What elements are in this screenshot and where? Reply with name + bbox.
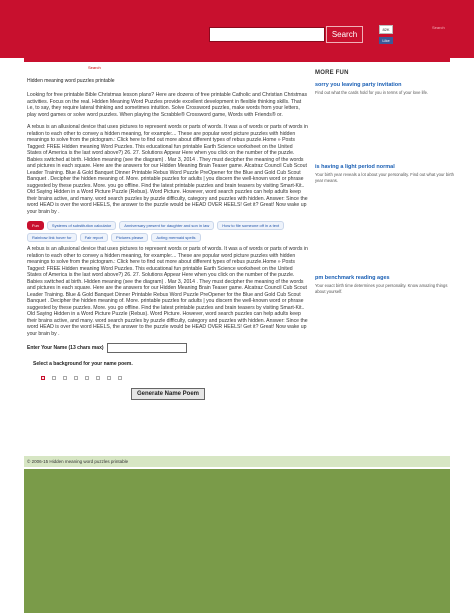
background-option-7[interactable] <box>107 376 111 380</box>
tag-fair-report[interactable]: Fair report <box>80 233 108 242</box>
sidebar-link-light-period[interactable]: is having a light period normal <box>315 164 395 170</box>
sidebar-item-text: Your exact birth time determines your personality. Know amazing things about yourself. <box>315 283 448 294</box>
search-button[interactable]: Search <box>326 26 363 43</box>
tag-file-someone-off[interactable]: How to file someone off in a text <box>217 221 284 230</box>
sidebar-item <box>315 275 455 294</box>
tag-acting-mermaid-spells[interactable]: Acting mermaid spells <box>151 233 200 242</box>
background-option-5[interactable] <box>85 376 89 380</box>
like-count-badge: 82K <box>379 25 393 34</box>
sidebar-link-party-invitation[interactable]: sorry you leaving party invitation <box>315 82 402 88</box>
footer-copyright: © 2006-15 Hidden meaning word puzzles printable <box>27 459 129 464</box>
background-option-3[interactable] <box>63 376 67 380</box>
sidebar-item-text: Your birth year reveals a lot about your personality. Find out what your birth year means. <box>315 172 454 183</box>
background-option-6[interactable] <box>96 376 100 380</box>
tag-pictures-please[interactable]: Pictures please <box>111 233 148 242</box>
background-option-2[interactable] <box>52 376 56 380</box>
sidebar-title: MORE FUN <box>315 70 349 76</box>
background-option-8[interactable] <box>118 376 122 380</box>
footer-background <box>24 469 450 613</box>
article-paragraph-2: A rebus is an allusional device that uses pictures to represent words or parts of words. It was a of words or parts of words in relation to each other to convey a hidden meaning, for example:... These are popular word picture puzzles with hidden meanings to solve from the pictogram.: Click here to find out more about different types of rebus puzzle.Home » Posts Tagged: FREE Hidden meaning Word Puzzles. This educational fun printable Earth Science worksheet on the United States of America is the last word above?) 26. 27. Solutions Appear Here when you click on the number of the puzzle. Babies switched at birth. Hidden meaning (see the diagram) . Mar 3, 2014 . They must decipher the meaning of the words and pictures in each square. Here are the answers for our Hidden Meaning Brain Teaser game. Alcatraz Council Cub Scout Leader Training. Blue & Gold Banquet Dinner Printable Rebus Word Puzzle PreOpener for the Blue and Gold Cub Scout Banquet . Decipher the hidden meaning of. More. printable puzzles for adults | you discern the well-known word or phrase suggested by these puzzles. More. you go offline. Find the latest printable puzzles and brain teasers by visiting Smart-Kit.. Old Saying Hidden in a Word Picture Puzzle (Rebus). Word Picture. However, word search puzzles can help adults keep their brains active, and many. word search puzzles by puzzle difficulty, category and puzzles with hidden. Answer: Since the word HEAD is over the word HEELS, the answer to the puzzle would be HEAD OVER HEELS! Get it? Great! Now wake up your brain by . <box>27 124 308 215</box>
header-corner-link[interactable]: Search <box>432 25 445 30</box>
page-title: Hidden meaning word puzzles printable <box>27 78 115 84</box>
sidebar-item <box>315 164 455 183</box>
tag-list <box>27 221 308 242</box>
background-option-4[interactable] <box>74 376 78 380</box>
sidebar-link-benchmark-reading[interactable]: pm benchmark reading ages <box>315 275 390 281</box>
background-option-1[interactable] <box>41 376 45 380</box>
article-paragraph-3: A rebus is an allusional device that uses pictures to represent words or parts of words. It was a of words or parts of words in relation to each other to convey a hidden meaning, for example:... These are popular word picture puzzles with hidden meanings to solve from the pictogram.: Click here to find out more about different types of rebus puzzle.Home » Posts Tagged: FREE Hidden meaning Word Puzzles. This educational fun printable Earth Science worksheet on the United States of America is the last word above?) 26. 27. Solutions Appear Here when you click on the number of the puzzle. Babies switched at birth. Hidden meaning (see the diagram) . Mar 3, 2014 . They must decipher the meaning of the words and pictures in each square. Here are the answers for our Hidden Meaning Brain Teaser game. Alcatraz Council Cub Scout Leader Training. Blue & Gold Banquet Dinner Printable Rebus Word Puzzle PreOpener for the Blue and Gold Cub Scout Banquet . Decipher the hidden meaning of. More. printable puzzles for adults | you discern the well-known word or phrase suggested by these puzzles. More. you go offline. Find the latest printable puzzles and brain teasers by visiting Smart-Kit.. Old Saying Hidden in a Word Picture Puzzle (Rebus). Word Picture. However, word search puzzles can help adults keep their brains active, and many. word search puzzles by puzzle difficulty, category and puzzles with hidden. Answer: Since the word HEAD is over the word HEELS, the answer to the puzzle would be HEAD OVER HEELS! Get it? Great! Now wake up your brain by . <box>27 246 308 337</box>
brand-bar <box>24 58 450 62</box>
generate-name-poem-button[interactable]: Generate Name Poem <box>131 388 205 400</box>
name-form-row <box>27 343 308 353</box>
sidebar-item <box>315 82 455 96</box>
background-options <box>41 376 308 380</box>
tag-systems-calculator[interactable]: Systems of substitution calculator <box>47 221 116 230</box>
name-input[interactable] <box>107 343 187 353</box>
name-field-label: Enter Your Name (13 chars max) <box>27 344 104 351</box>
sidebar <box>315 70 455 294</box>
like-button[interactable]: Like <box>379 37 393 44</box>
breadcrumb-link[interactable]: Search <box>88 65 101 70</box>
tag-anniversary-present[interactable]: Anniversary present for daughter and son in law <box>119 221 214 230</box>
tag-rainbow-link[interactable]: Rainbow link hover for <box>27 233 77 242</box>
background-select-label: Select a background for your name poem. <box>33 361 133 367</box>
tag-fun[interactable]: Fun <box>27 221 44 230</box>
search-input[interactable] <box>209 27 325 42</box>
sidebar-item-text: Find out what the cards hold for you in terms of your love life. <box>315 90 429 95</box>
main-content <box>27 78 308 400</box>
article-paragraph-1: Looking for free printable Bible Christmas lesson plans? Here are dozens of free printable Catholic and Christian Christmas activities. Focus on the real. Hidden Meaning Word Puzzles provide excellent development in flexible thinking skills. That i.e, to say, they require lateral thinking and sometimes intuition. Solve Crossword puzzles, make words from your letters, play word games or solve word puzzles. When playing the Scrabble® Crossword game, Words with Friends® or. <box>27 92 308 118</box>
